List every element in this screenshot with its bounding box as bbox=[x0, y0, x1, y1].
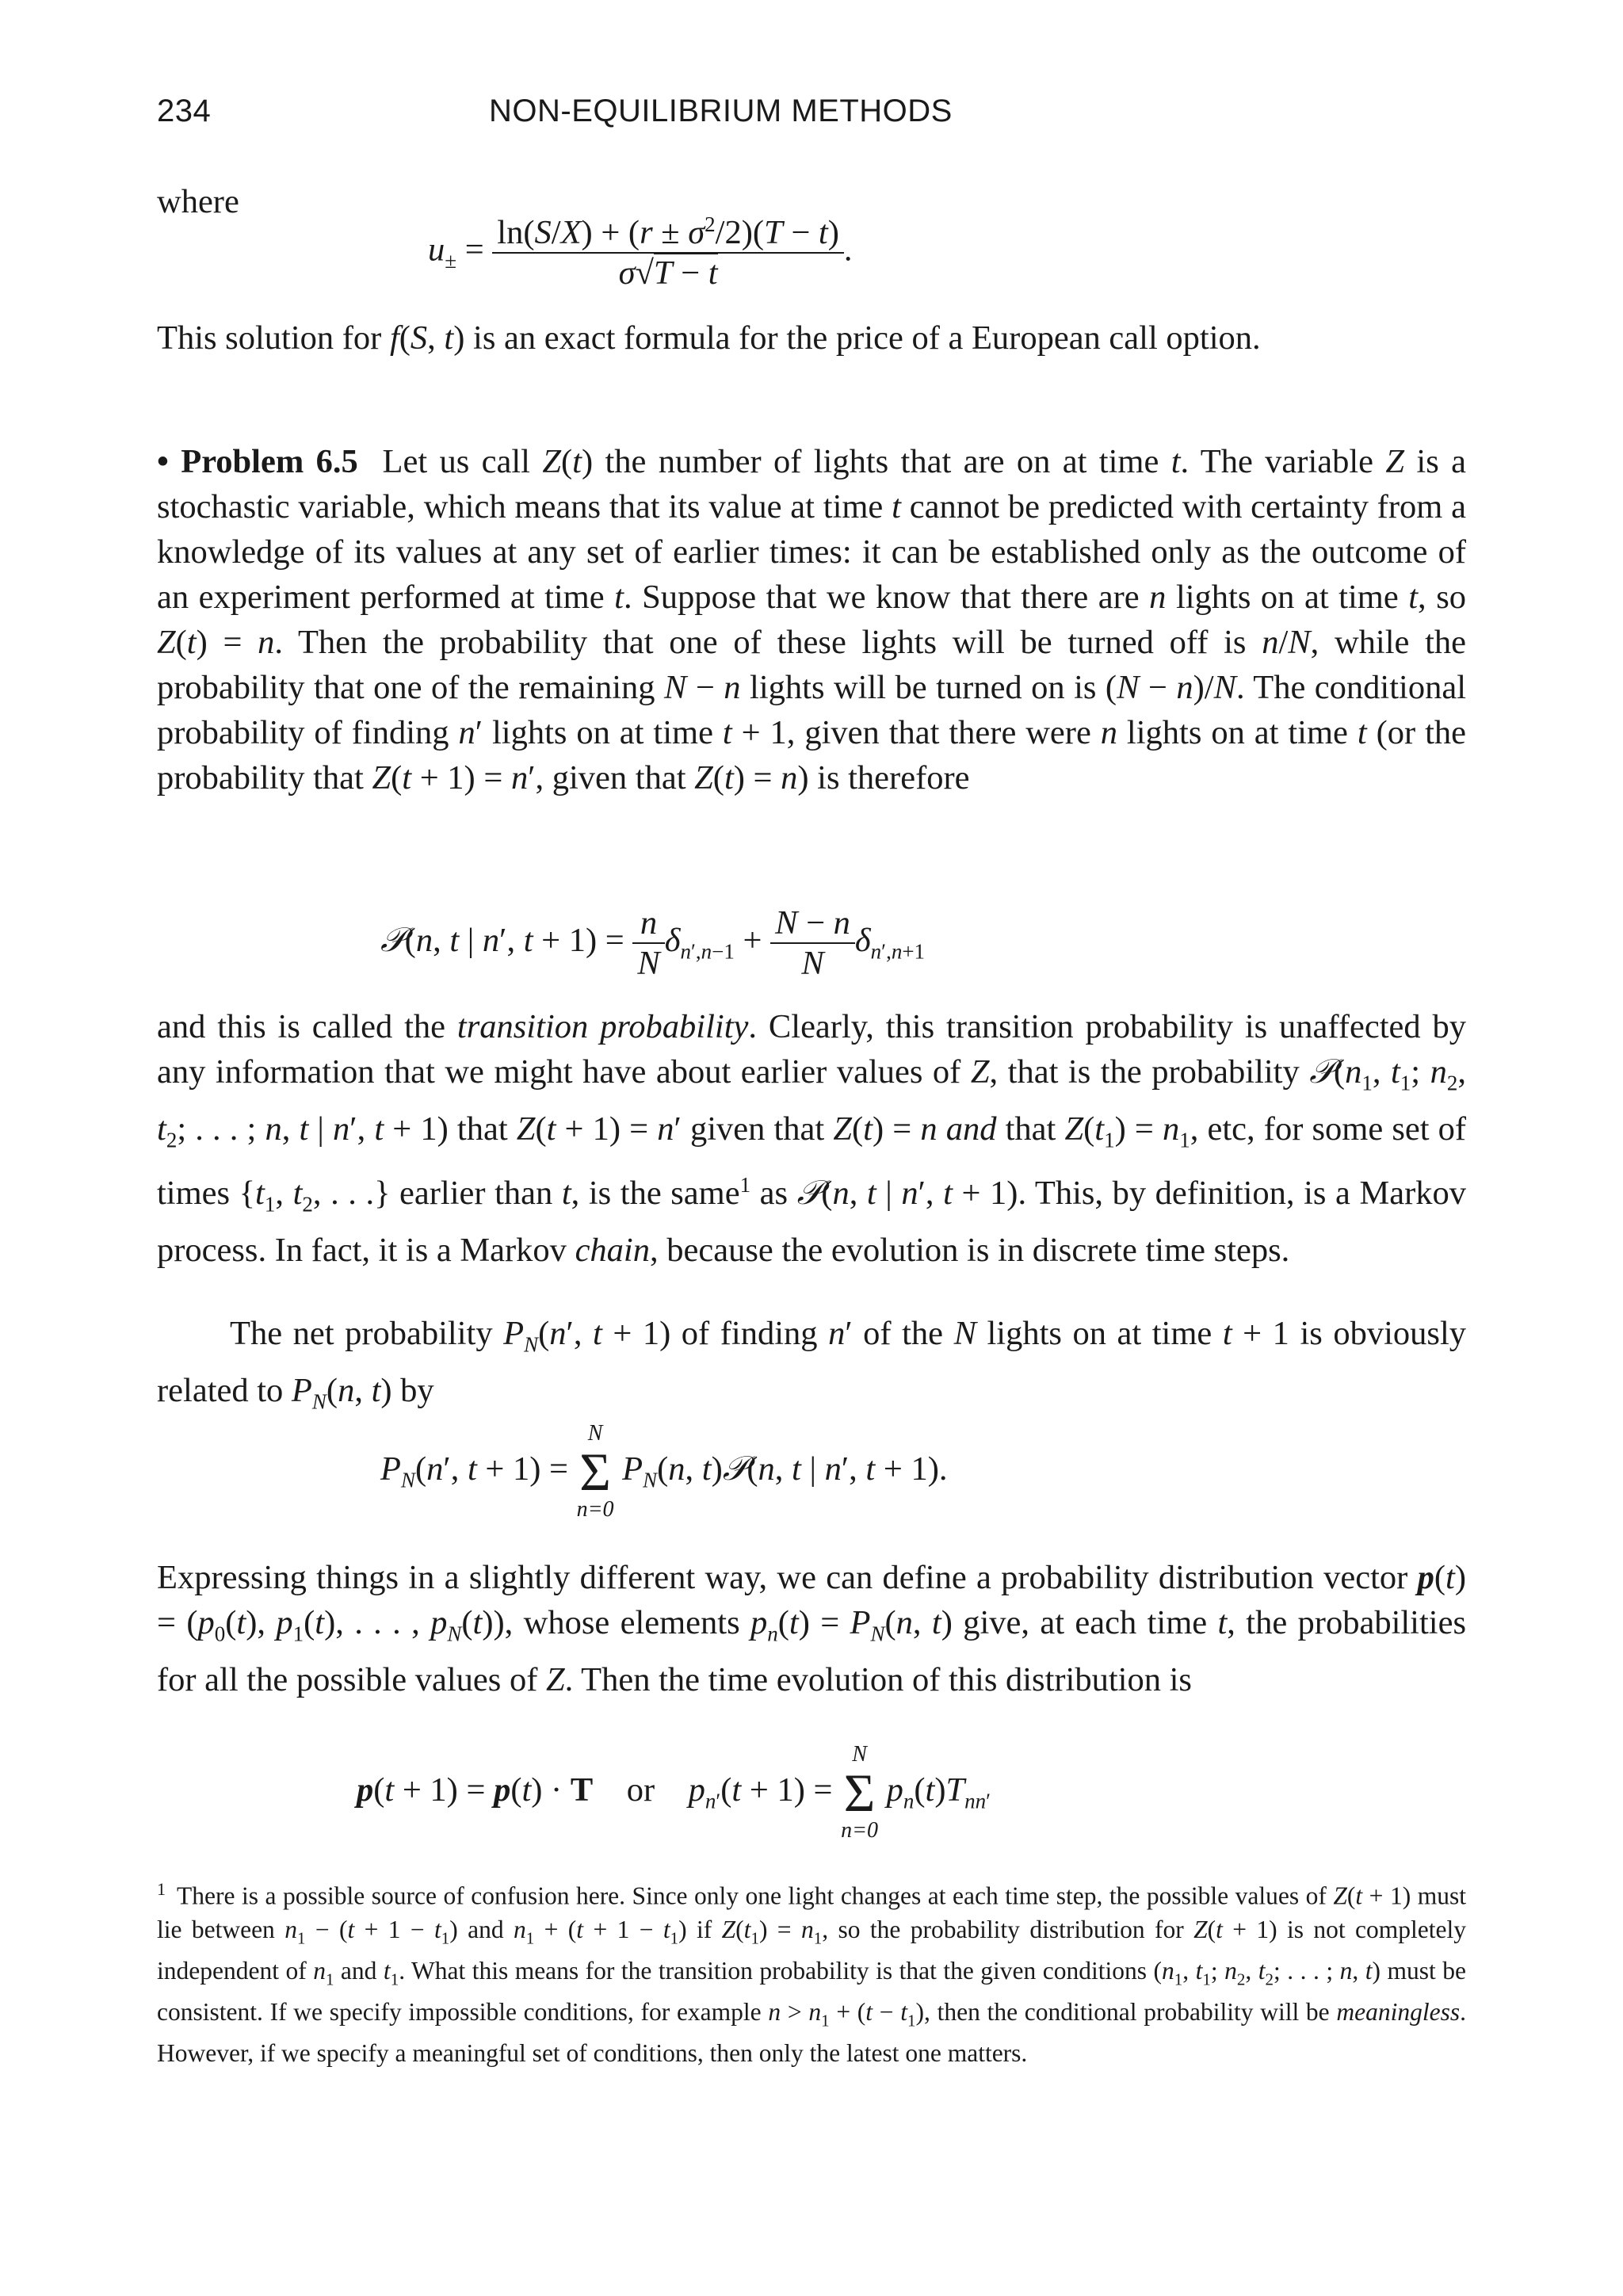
paragraph-distribution-vector: Expressing things in a slightly different way, we can define a probability distribution vector $p(t) = (p_0(t)$, $p_1(t)$, . . . , $p_N(t)$), whose elements $p_n(t) = P_N(n$, t) give, at each time t, the probabilities for all the possible values of Z. Then the time evolution of this distribution is bbox=[157, 1559, 1467, 1698]
problem-label: • Problem 6.5 bbox=[157, 443, 358, 480]
paragraph-1: This solution for f(S, t) is an exact formula for the price of a European call option. bbox=[157, 319, 1261, 357]
paragraph-transition: and this is called the transition probability. Clearly, this transition probability is unaffected by any information that we might have about earlier values of Z, that is the probability $𝒫(n_1$, $t_1$; $n_2$, $t_2$; . . . ; n, t | n′, t + 1) that Z(t + 1) = n′ given that Z(t) = n and that $Z(t_1) = n_1$, etc, for some set of times {$t_1$, $t_2$, . . .} earlier than t, is the same$^1$ as 𝒫(n, t | n′, t + 1). This, by definition, is a Markov process. In fact, it is a Markov chain, because the evolution is in discrete time steps. bbox=[157, 1008, 1467, 1269]
equation-transition-probability: 𝒫(n, t | n′, t + 1) = $\frac{n}{N}$ $\delta_{n',n-1}$ + $\frac{N - n}{N}$ $\delta_{n',n+1}$ bbox=[380, 904, 926, 982]
footnote-1: $^1$ There is a possible source of confusion here. Since only one light changes at each time step, the possible values of Z(t + 1) must lie between $n_1 - (t + 1 - t_1)$ and $n_1 + (t + 1 - t_1)$ if $Z(t_1) = n_1$, so the probability distribution for Z(t + 1) is not completely independent of $n_1$ and $t_1$. What this means for the transition probability is that the given conditions ($n_1$, $t_1$; $n_2$, $t_2$; . . . ; n, t) must be consistent. If we specify impossible conditions, for example $n > n_1 + (t - t_1)$, then the conditional probability will be meaningless. However, if we specify a meaningful set of conditions, then only the latest one matters. bbox=[157, 1879, 1467, 2068]
running-head: NON-EQUILIBRIUM METHODS bbox=[489, 94, 953, 128]
where-text: where bbox=[157, 183, 239, 220]
equation-net-probability: $P_N(n'$, t + 1) = N Σ n=0 $P_N(n$, t)𝒫(n, t | n′, t + 1). bbox=[380, 1421, 948, 1522]
footnote-marker: 1 bbox=[157, 1879, 166, 1899]
page-number: 234 bbox=[157, 94, 212, 128]
summation-sign: N Σ n=0 bbox=[576, 1421, 614, 1522]
summation-sign: N Σ n=0 bbox=[841, 1742, 878, 1843]
equation-time-evolution: p(t + 1) = p(t) · T or $p_{n'}(t + 1)$ = N Σ n=0 $p_n(t)T_{nn'}$ bbox=[357, 1742, 991, 1843]
paragraph-net-probability: The net probability $P_N(n'$, t + 1) of finding n′ of the N lights on at time t + 1 is obviously related to $P_N(n$, t) by bbox=[157, 1315, 1467, 1413]
paragraph-problem-6-5: • Problem 6.5 Let us call Z(t) the number of lights that are on at time t. The variable Z is a stochastic variable, which means that its value at time t cannot be predicted with certainty from a knowledge of its values at any set of earlier times: it can be established only as the outcome of an experiment performed at time t. Suppose that we know that there are n lights on at time t, so Z(t) = n. Then the probability that one of these lights will be turned off is n/N, while the probability that one of the remaining N − n lights will be turned on is (N − n)/N. The conditional probability of finding n′ lights on at time t + 1, given that there were n lights on at time t (or the probability that Z(t + 1) = n′, given that Z(t) = n) is therefore bbox=[157, 443, 1467, 797]
equation-u-pm: $u_\pm$ = $\frac{\ln(S/X) + (r \pm \sigma^2/2)(T - t)}{\sigma√T - t}$ . bbox=[428, 212, 853, 292]
